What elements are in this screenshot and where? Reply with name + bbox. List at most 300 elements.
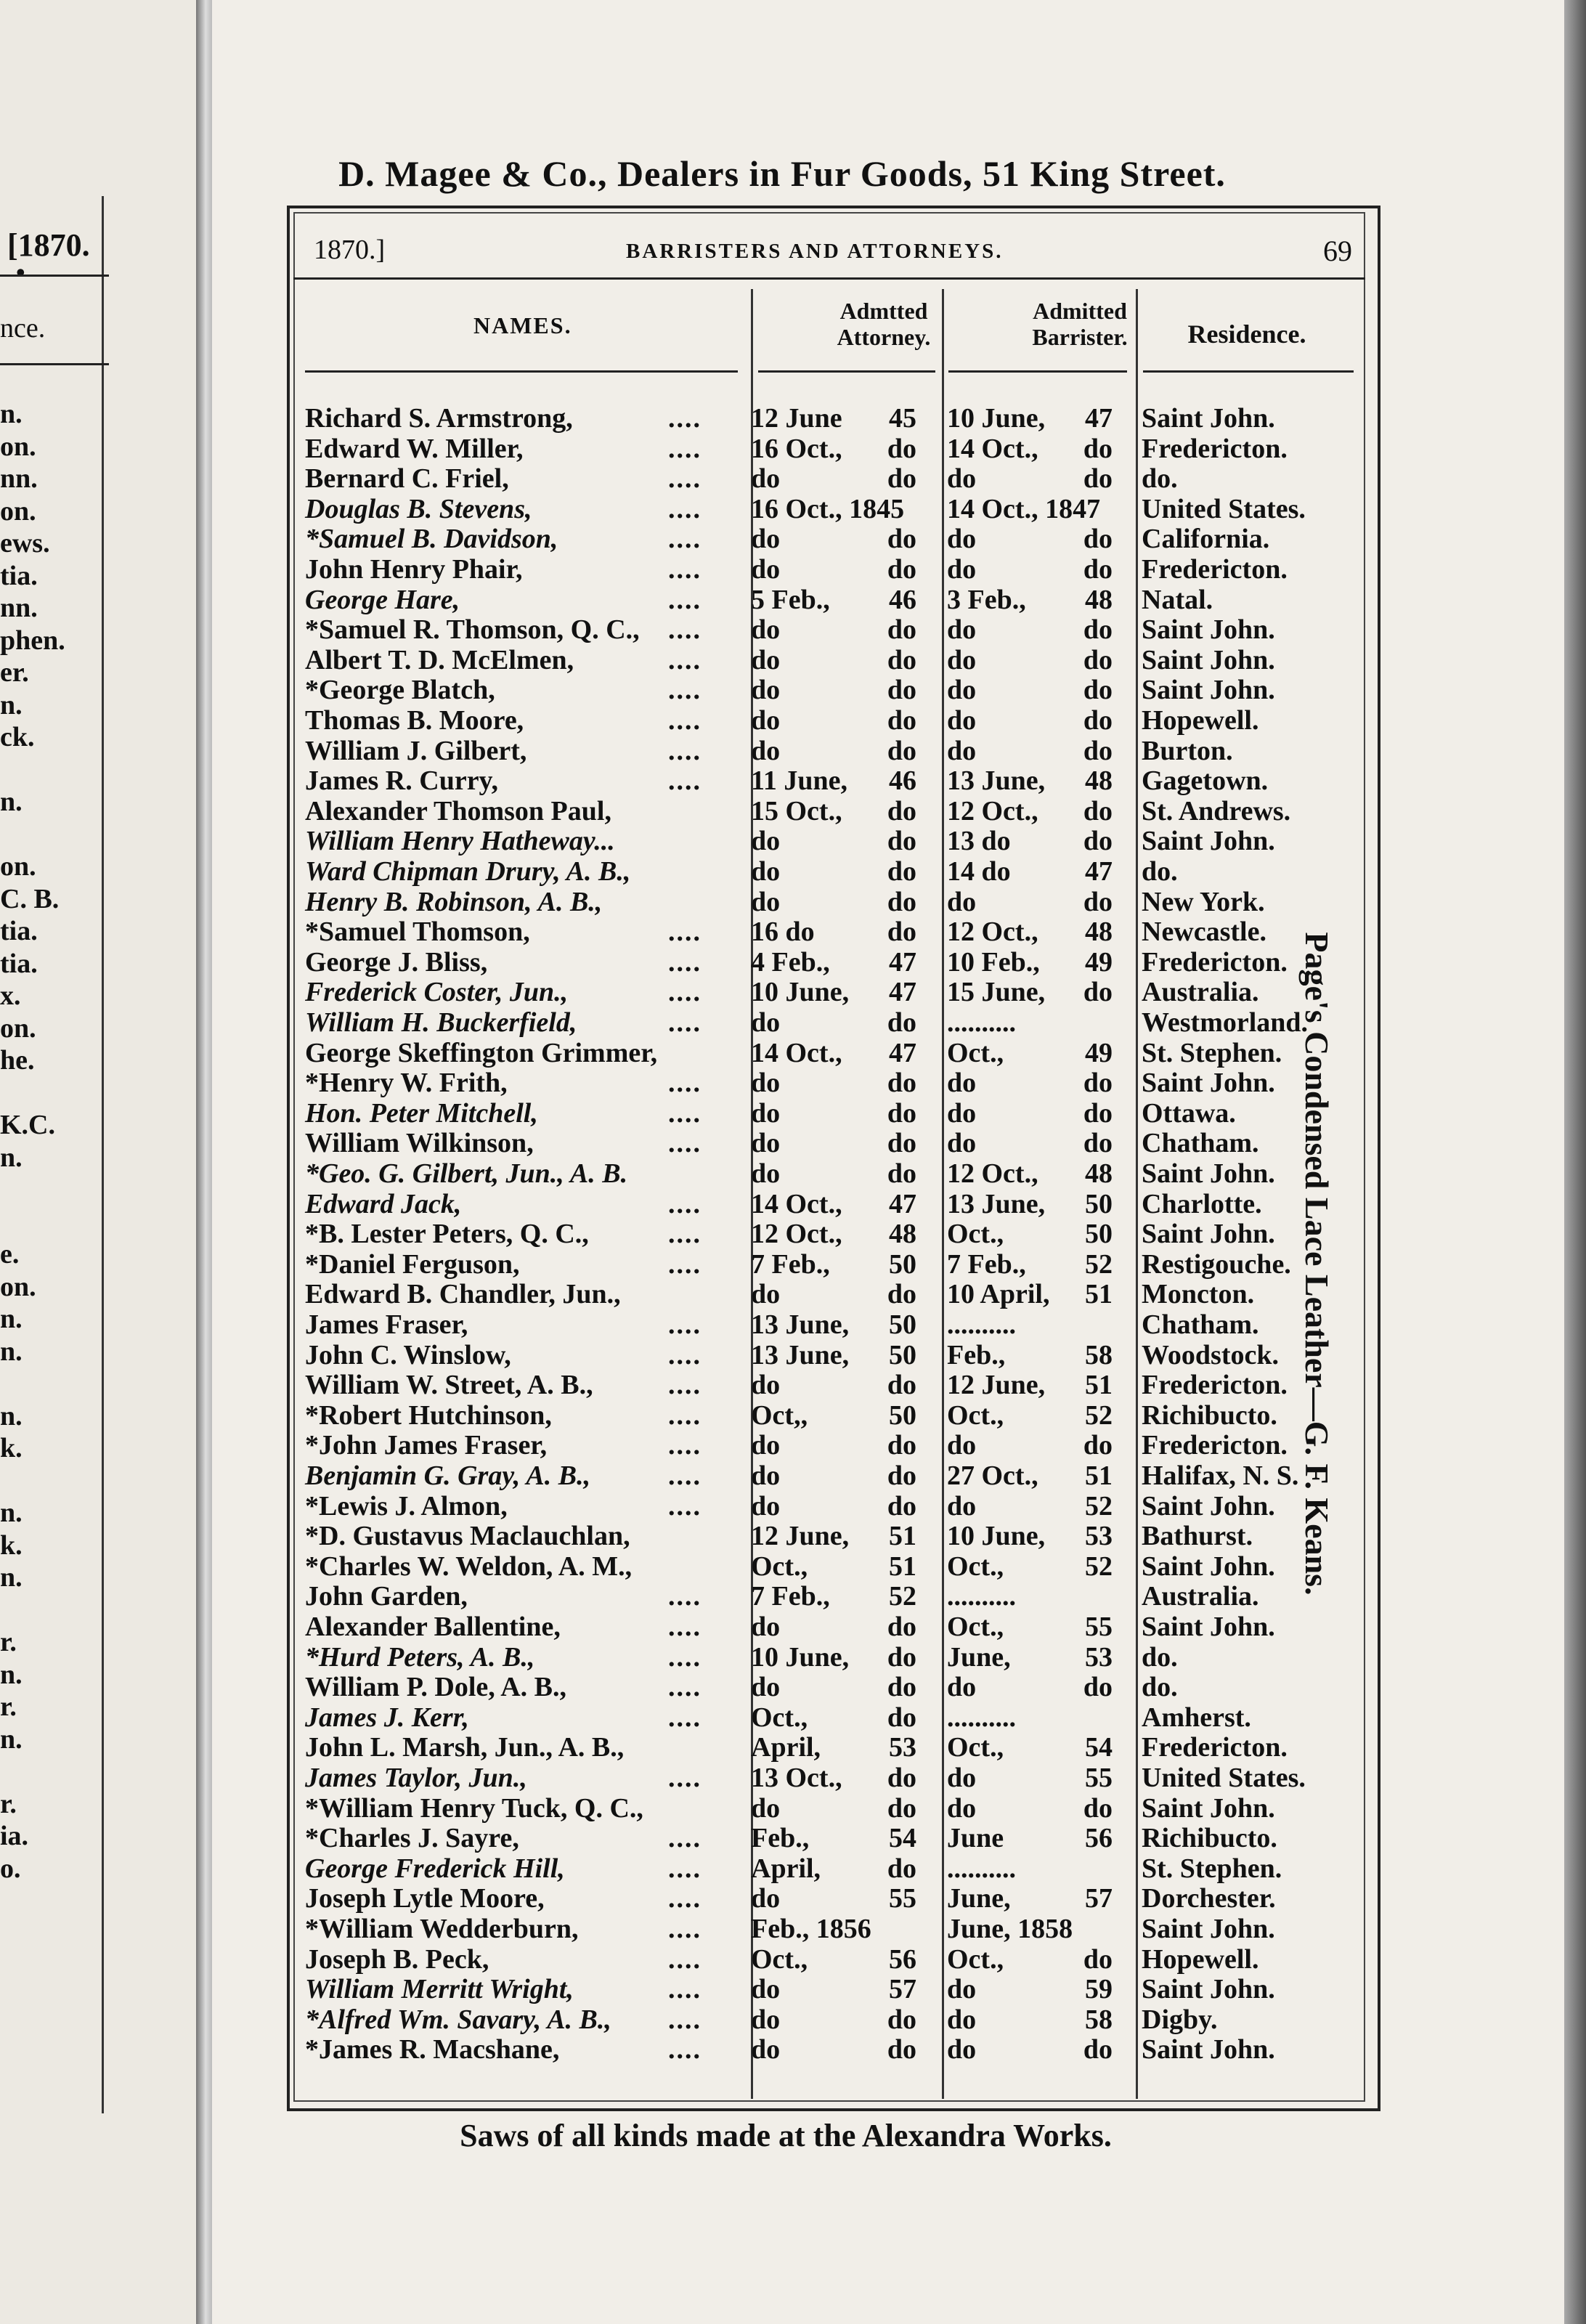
barrister-year: 49	[1085, 946, 1113, 978]
attorney-date: do	[751, 1007, 781, 1038]
barrister-date: June,	[947, 1641, 1011, 1673]
table-row	[212, 1612, 1563, 1642]
barrister-year: do	[1083, 1128, 1113, 1159]
table-row	[212, 2034, 1563, 2065]
barrister-date: do	[947, 1097, 977, 1129]
header-rule	[948, 370, 1127, 373]
attorney-year: 45	[889, 403, 916, 434]
residence: Saint John.	[1142, 2034, 1275, 2065]
barrister-date: 12 June,	[947, 1370, 1046, 1401]
attorney-date: do	[751, 1974, 781, 2005]
entry-name: *Alfred Wm. Savary, A. B.,	[305, 2004, 611, 2035]
entry-name: *Samuel B. Davidson,	[305, 524, 558, 555]
left-page-fragment: nn.	[0, 463, 38, 494]
attorney-year: do	[887, 1279, 916, 1310]
left-page-fragment: on.	[0, 851, 36, 882]
left-page-fragment: tia.	[0, 948, 38, 979]
table-row	[212, 1068, 1563, 1098]
barrister-date: June,	[947, 1883, 1011, 1914]
barrister-date: Oct.,	[947, 1612, 1004, 1642]
left-page-fragment: nn.	[0, 593, 38, 623]
leader-dots: ....	[668, 1702, 702, 1733]
barrister-date: June	[947, 1823, 1004, 1854]
residence: Natal.	[1142, 584, 1213, 615]
attorney-date: do	[751, 1370, 781, 1401]
leader-dots: ....	[668, 1370, 702, 1401]
attorney-date: do	[751, 1128, 781, 1159]
entry-name: *James R. Macshane,	[305, 2034, 560, 2065]
footer-advertisement: Saws of all kinds made at the Alexandra Works.	[460, 2118, 1112, 2153]
residence-column-header: Residence.	[1187, 320, 1306, 349]
barrister-date: do	[947, 644, 977, 675]
entry-name: George Frederick Hill,	[305, 1853, 565, 1884]
attorney-year: do	[887, 614, 916, 646]
leader-dots: ....	[668, 584, 702, 615]
entry-name: *Geo. G. Gilbert, Jun., A. B.	[305, 1158, 628, 1189]
table-row	[212, 826, 1563, 856]
entry-name: Bernard C. Friel,	[305, 463, 509, 495]
residence: Fredericton.	[1142, 554, 1288, 585]
barrister-date: ..........	[947, 1702, 1016, 1733]
attorney-year: 47	[889, 1037, 916, 1068]
attorney-year: 54	[889, 1823, 916, 1854]
attorney-header-line: Attorney.	[837, 324, 931, 350]
attorney-year: do	[887, 705, 916, 736]
residence: Saint John.	[1142, 1219, 1275, 1250]
attorney-year: do	[887, 1612, 916, 1642]
table-row	[212, 1883, 1563, 1914]
barrister-date: 10 April,	[947, 1279, 1050, 1310]
attorney-date: do	[751, 1792, 781, 1824]
left-page-fragment: er.	[0, 657, 29, 688]
leader-dots: ....	[668, 1430, 702, 1461]
attorney-year: do	[887, 1128, 916, 1159]
attorney-year: 47	[889, 1188, 916, 1219]
leader-dots: ....	[668, 1068, 702, 1099]
left-page-fragment: ia.	[0, 1821, 29, 1851]
leader-dots: ....	[668, 2034, 702, 2065]
barrister-year: 48	[1085, 917, 1113, 948]
barrister-date: do	[947, 705, 977, 736]
barrister-year: 48	[1085, 1158, 1113, 1189]
table-row	[212, 1340, 1563, 1370]
entry-name: *William Henry Tuck, Q. C.,	[305, 1792, 643, 1824]
table-row	[212, 1219, 1563, 1249]
attorney-date: do	[751, 554, 781, 585]
left-page-fragment: C. B.	[0, 883, 60, 914]
barrister-date: 13 June,	[947, 765, 1046, 797]
attorney-date: 10 June,	[751, 977, 850, 1008]
barrister-year: 51	[1085, 1279, 1113, 1310]
attorney-date: 11 June,	[751, 765, 848, 797]
barrister-year: 52	[1085, 1399, 1113, 1431]
barrister-date: ..........	[947, 1007, 1016, 1038]
left-page-fragment: he.	[0, 1045, 35, 1076]
attorney-date: do	[751, 826, 781, 857]
attorney-date: do	[751, 886, 781, 917]
attorney-year: do	[887, 856, 916, 887]
left-page-fragment: n.	[0, 1723, 23, 1755]
attorney-year: do	[887, 1641, 916, 1673]
barrister-date: 12 Oct.,	[947, 1158, 1038, 1189]
attorney-year: do	[887, 524, 916, 555]
entry-name: *Henry W. Frith,	[305, 1068, 508, 1099]
attorney-year: do	[887, 1430, 916, 1461]
attorney-date: 5 Feb.,	[751, 584, 830, 615]
barrister-date: do	[947, 1430, 977, 1461]
residence: Fredericton.	[1142, 433, 1288, 464]
leader-dots: ....	[668, 1128, 702, 1159]
leader-dots: ....	[668, 1399, 702, 1431]
entry-name: *Samuel Thomson,	[305, 917, 530, 948]
left-page-fragment: n.	[0, 1142, 23, 1173]
entry-name: Edward B. Chandler, Jun.,	[305, 1279, 621, 1310]
residence: Australia.	[1142, 1581, 1259, 1612]
barrister-year: 55	[1085, 1763, 1113, 1793]
left-page-fragment: n.	[0, 787, 23, 817]
entry-name: *Charles W. Weldon, A. M.,	[305, 1551, 633, 1582]
header-rule	[1143, 370, 1354, 373]
left-page-fragment: on.	[0, 1271, 36, 1302]
leader-dots: ....	[668, 1490, 702, 1521]
residence: Saint John.	[1142, 1612, 1275, 1642]
table-row	[212, 947, 1563, 978]
entry-name: Edward Jack,	[305, 1188, 462, 1219]
leader-dots: ....	[668, 946, 702, 978]
barrister-year: 50	[1085, 1188, 1113, 1219]
barrister-date: Oct.,	[947, 1943, 1004, 1975]
barrister-date: 10 June,	[947, 403, 1046, 434]
barrister-date: June, 1858	[947, 1914, 1073, 1944]
leader-dots: ....	[668, 1007, 702, 1038]
left-page-column-head: nce.	[0, 313, 46, 344]
barrister-year: do	[1083, 705, 1113, 736]
table-row	[212, 554, 1563, 585]
left-page-fragment: n.	[0, 1498, 23, 1528]
barrister-year: 58	[1085, 1339, 1113, 1370]
barrister-year: 48	[1085, 765, 1113, 797]
barrister-date: do	[947, 1128, 977, 1159]
barrister-date: do	[947, 1792, 977, 1824]
entry-name: *D. Gustavus Maclauchlan,	[305, 1521, 630, 1552]
barrister-year: do	[1083, 886, 1113, 917]
table-row	[212, 1853, 1563, 1884]
table-row	[212, 1430, 1563, 1460]
running-head-rule	[293, 277, 1365, 280]
left-page-fragment: n.	[0, 1304, 23, 1334]
attorney-year: 47	[889, 977, 916, 1008]
leader-dots: ....	[668, 705, 702, 736]
leader-dots: ....	[668, 1672, 702, 1703]
barrister-date: do	[947, 2034, 977, 2065]
table-row	[212, 1128, 1563, 1158]
names-column-header: NAMES.	[473, 312, 572, 338]
residence: Saint John.	[1142, 403, 1275, 434]
attorney-date: do	[751, 614, 781, 646]
attorney-date: 12 June,	[751, 1521, 850, 1552]
left-page-fragment: on.	[0, 495, 36, 527]
entry-name: *George Blatch,	[305, 675, 495, 706]
entry-name: Richard S. Armstrong,	[305, 403, 573, 434]
left-page-fragment: phen.	[0, 625, 65, 656]
barrister-date: 7 Feb.,	[947, 1248, 1026, 1280]
leader-dots: ....	[668, 1097, 702, 1129]
barrister-date: do	[947, 1068, 977, 1099]
residence: Restigouche.	[1142, 1248, 1291, 1280]
residence: St. Stephen.	[1142, 1853, 1282, 1884]
attorney-date: do	[751, 1460, 781, 1491]
attorney-year: 51	[889, 1521, 916, 1552]
barrister-date: ..........	[947, 1309, 1016, 1340]
left-page-fragment: tia.	[0, 916, 38, 946]
table-row	[212, 1914, 1563, 1944]
table-row	[212, 1249, 1563, 1280]
barrister-date: 15 June,	[947, 977, 1046, 1008]
barrister-year: 51	[1085, 1460, 1113, 1491]
barrister-date: 13 June,	[947, 1188, 1046, 1219]
barrister-year: 59	[1085, 1974, 1113, 2005]
attorney-year: do	[887, 1763, 916, 1793]
entry-name: William W. Street, A. B.,	[305, 1370, 593, 1401]
left-page-running-head	[7, 227, 90, 287]
left-facing-page	[0, 0, 196, 2324]
barrister-date: 14 Oct.,	[947, 433, 1038, 464]
barrister-date: Oct.,	[947, 1551, 1004, 1582]
barrister-date: do	[947, 1490, 977, 1521]
entry-name: Henry B. Robinson, A. B.,	[305, 886, 603, 917]
leader-dots: ....	[668, 1219, 702, 1250]
residence: Fredericton.	[1142, 946, 1288, 978]
entry-name: John Henry Phair,	[305, 554, 523, 585]
residence: do.	[1142, 856, 1178, 887]
barrister-year: 53	[1085, 1521, 1113, 1552]
barrister-date: 12 Oct.,	[947, 917, 1038, 948]
residence: do.	[1142, 1641, 1178, 1673]
barrister-date: do	[947, 735, 977, 766]
attorney-date: do	[751, 705, 781, 736]
entry-name: James Taylor, Jun.,	[305, 1763, 527, 1793]
entry-name: John C. Winslow,	[305, 1339, 511, 1370]
table-row	[212, 796, 1563, 826]
residence: Chatham.	[1142, 1309, 1259, 1340]
attorney-date: do	[751, 675, 781, 706]
barrister-year: do	[1083, 644, 1113, 675]
leader-dots: ....	[668, 1309, 702, 1340]
residence: Gagetown.	[1142, 765, 1269, 797]
barrister-year: 57	[1085, 1883, 1113, 1914]
table-row	[212, 1642, 1563, 1673]
attorney-year: do	[887, 2034, 916, 2065]
left-page-fragment: r.	[0, 1691, 17, 1722]
barrister-year: do	[1083, 675, 1113, 706]
table-row	[212, 585, 1563, 615]
entry-name: George J. Bliss,	[305, 946, 488, 978]
residence: do.	[1142, 1672, 1178, 1703]
leader-dots: ....	[668, 1581, 702, 1612]
attorney-date: 10 June,	[751, 1641, 850, 1673]
attorney-year: 51	[889, 1551, 916, 1582]
residence: Fredericton.	[1142, 1430, 1288, 1461]
attorney-year: do	[887, 886, 916, 917]
barrister-year: 52	[1085, 1551, 1113, 1582]
attorney-date: Feb., 1856	[751, 1914, 871, 1944]
attorney-year: do	[887, 1792, 916, 1824]
attorney-year: 47	[889, 946, 916, 978]
barrister-date: Feb.,	[947, 1339, 1006, 1370]
left-page-fragment: n.	[0, 1562, 23, 1593]
barrister-year: do	[1083, 1430, 1113, 1461]
barrister-year: do	[1083, 1068, 1113, 1099]
leader-dots: ....	[668, 554, 702, 585]
left-page-rule	[0, 363, 109, 365]
entry-name: *Lewis J. Almon,	[305, 1490, 508, 1521]
barrister-year: do	[1083, 2034, 1113, 2065]
attorney-year: 55	[889, 1883, 916, 1914]
attorney-date: Oct.,	[751, 1943, 808, 1975]
barrister-year: 54	[1085, 1732, 1113, 1763]
leader-dots: ....	[668, 1339, 702, 1370]
table-row	[212, 494, 1563, 524]
attorney-year: 56	[889, 1943, 916, 1975]
residence: Westmorland.	[1142, 1007, 1309, 1038]
barrister-date: do	[947, 1763, 977, 1793]
entry-name: *Robert Hutchinson,	[305, 1399, 552, 1431]
leader-dots: ....	[668, 524, 702, 555]
entry-name: James R. Curry,	[305, 765, 498, 797]
attorney-year: do	[887, 433, 916, 464]
residence: Saint John.	[1142, 1158, 1275, 1189]
table-row	[212, 1460, 1563, 1491]
entry-name: *Daniel Ferguson,	[305, 1248, 520, 1280]
entry-name: Joseph Lytle Moore,	[305, 1883, 545, 1914]
barrister-date: ..........	[947, 1581, 1016, 1612]
attorney-date: Oct.,	[751, 1551, 808, 1582]
page-edge	[1564, 0, 1586, 2324]
attorney-year: do	[887, 1158, 916, 1189]
table-row	[212, 1793, 1563, 1824]
left-page-rule	[0, 275, 109, 277]
attorney-year: do	[887, 917, 916, 948]
attorney-date: do	[751, 524, 781, 555]
barrister-date: Oct.,	[947, 1037, 1004, 1068]
entry-name: *Samuel R. Thomson, Q. C.,	[305, 614, 640, 646]
barrister-year: do	[1083, 554, 1113, 585]
table-row	[212, 977, 1563, 1007]
leader-dots: ....	[668, 433, 702, 464]
barrister-date: do	[947, 886, 977, 917]
barrister-date: 10 Feb.,	[947, 946, 1040, 978]
barrister-year: 50	[1085, 1219, 1113, 1250]
header-advertisement: D. Magee & Co., Dealers in Fur Goods, 51 King Street.	[338, 153, 1226, 194]
entry-name: William H. Buckerfield,	[305, 1007, 577, 1038]
book-gutter	[196, 0, 212, 2324]
residence: Woodstock.	[1142, 1339, 1279, 1370]
residence: Fredericton.	[1142, 1732, 1288, 1763]
barrister-year: 52	[1085, 1248, 1113, 1280]
barrister-year: do	[1083, 433, 1113, 464]
barrister-year: do	[1083, 1943, 1113, 1975]
left-page-fragment: n.	[0, 1336, 23, 1367]
entry-name: Thomas B. Moore,	[305, 705, 524, 736]
entry-name: *Charles J. Sayre,	[305, 1823, 519, 1854]
barrister-date: 10 June,	[947, 1521, 1046, 1552]
table-row	[212, 856, 1563, 887]
leader-dots: ....	[668, 675, 702, 706]
residence: Halifax, N. S.	[1142, 1460, 1299, 1491]
residence: Saint John.	[1142, 1068, 1275, 1099]
leader-dots: ....	[668, 765, 702, 797]
left-page-fragment: k.	[0, 1433, 23, 1463]
leader-dots: ....	[668, 614, 702, 646]
attorney-date: do	[751, 1068, 781, 1099]
attorney-date: Oct.,	[751, 1702, 808, 1733]
barrister-year: do	[1083, 977, 1113, 1008]
table-row	[212, 1279, 1563, 1309]
leader-dots: ....	[668, 493, 702, 524]
left-page-fragment: n.	[0, 1400, 23, 1431]
attorney-date: 13 Oct.,	[751, 1763, 842, 1793]
header-rule	[305, 370, 738, 373]
barrister-year: do	[1083, 1097, 1113, 1129]
leader-dots: ....	[668, 977, 702, 1008]
attorney-date: 16 Oct.,	[751, 433, 842, 464]
left-page-year: [1870.	[7, 227, 90, 263]
attorney-date: 13 June,	[751, 1339, 850, 1370]
left-page-fragment: o.	[0, 1853, 21, 1884]
barrister-year: 47	[1085, 403, 1113, 434]
barrister-year: do	[1083, 614, 1113, 646]
table-row	[212, 1098, 1563, 1129]
entry-name: William P. Dole, A. B.,	[305, 1672, 566, 1703]
entry-name: *B. Lester Peters, Q. C.,	[305, 1219, 589, 1250]
residence: Saint John.	[1142, 1792, 1275, 1824]
left-page-fragment: K.C.	[0, 1110, 55, 1140]
residence: Burton.	[1142, 735, 1233, 766]
entry-name: John L. Marsh, Jun., A. B.,	[305, 1732, 625, 1763]
residence: Saint John.	[1142, 1551, 1275, 1582]
leader-dots: ....	[668, 403, 702, 434]
barrister-year: 58	[1085, 2004, 1113, 2035]
table-row	[212, 1189, 1563, 1219]
attorney-date: 12 June	[751, 403, 842, 434]
barrister-year: do	[1083, 735, 1113, 766]
attorney-year: do	[887, 1068, 916, 1099]
entry-name: Douglas B. Stevens,	[305, 493, 532, 524]
leader-dots: ....	[668, 1883, 702, 1914]
entry-name: Ward Chipman Drury, A. B.,	[305, 856, 631, 887]
attorney-date: April,	[751, 1853, 821, 1884]
barrister-date: do	[947, 675, 977, 706]
residence: Hopewell.	[1142, 705, 1259, 736]
leader-dots: ....	[668, 1612, 702, 1642]
attorney-date: do	[751, 1158, 781, 1189]
residence: United States.	[1142, 493, 1306, 524]
table-row	[212, 2004, 1563, 2035]
attorney-year: do	[887, 1007, 916, 1038]
table-row	[212, 1521, 1563, 1551]
attorney-year: do	[887, 675, 916, 706]
left-page-fragment: tia.	[0, 560, 38, 591]
entry-name: Alexander Thomson Paul,	[305, 795, 611, 826]
table-row	[212, 1823, 1563, 1853]
entry-name: John Garden,	[305, 1581, 468, 1612]
attorney-date: 7 Feb.,	[751, 1248, 830, 1280]
attorney-year: 48	[889, 1219, 916, 1250]
left-page-fragment: n.	[0, 689, 23, 720]
attorney-date: 16 do	[751, 917, 815, 948]
running-head-title: BARRISTERS AND ATTORNEYS.	[626, 240, 1004, 263]
attorney-date: do	[751, 1490, 781, 1521]
